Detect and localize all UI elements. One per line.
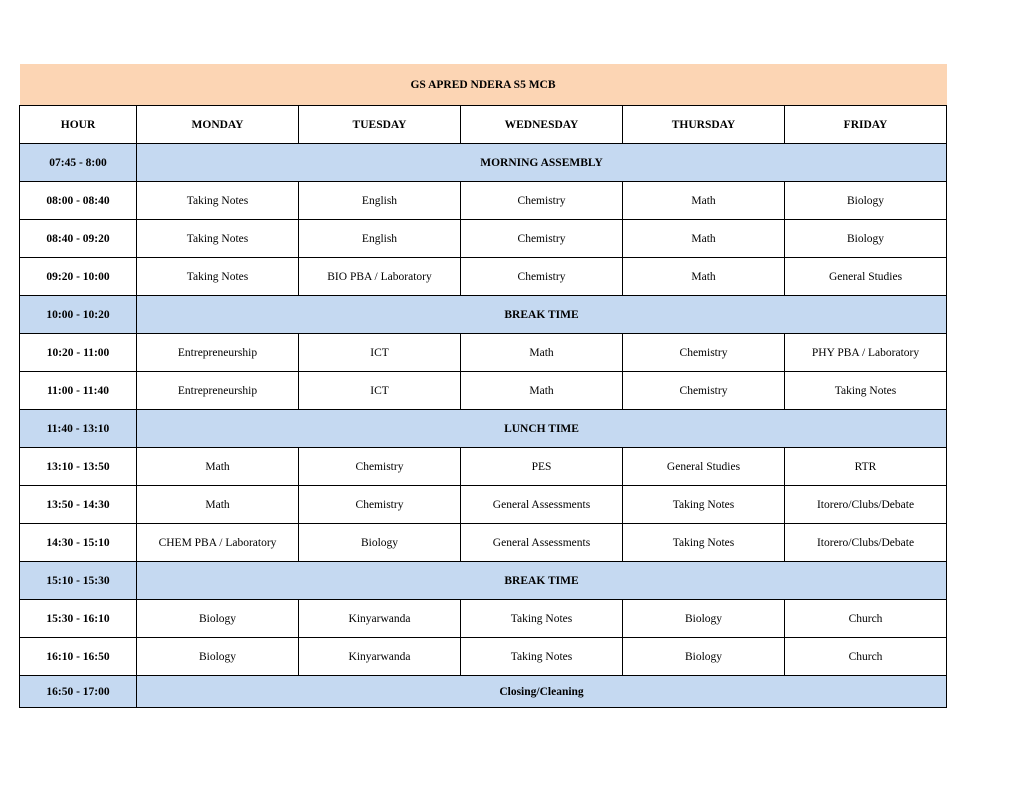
hour-cell: 10:00 - 10:20 (20, 296, 137, 334)
hour-cell: 09:20 - 10:00 (20, 258, 137, 296)
lesson-cell: PES (461, 448, 623, 486)
lesson-cell: Math (623, 258, 785, 296)
column-header-tuesday: TUESDAY (299, 106, 461, 144)
lesson-cell: Chemistry (461, 182, 623, 220)
lesson-cell: Biology (785, 220, 947, 258)
lesson-cell: Chemistry (623, 334, 785, 372)
lesson-row (20, 220, 947, 258)
lesson-cell: Entrepreneurship (137, 334, 299, 372)
timetable-body (20, 144, 947, 708)
band-row (20, 676, 947, 708)
lesson-cell: Chemistry (299, 486, 461, 524)
lesson-row (20, 524, 947, 562)
lesson-row (20, 448, 947, 486)
lesson-cell: Taking Notes (137, 182, 299, 220)
lesson-cell: Math (137, 448, 299, 486)
band-label: Closing/Cleaning (137, 676, 947, 708)
lesson-cell: General Studies (623, 448, 785, 486)
lesson-row (20, 258, 947, 296)
lesson-cell: Church (785, 600, 947, 638)
lesson-cell: PHY PBA / Laboratory (785, 334, 947, 372)
column-header-friday: FRIDAY (785, 106, 947, 144)
lesson-cell: Itorero/Clubs/Debate (785, 524, 947, 562)
hour-cell: 14:30 - 15:10 (20, 524, 137, 562)
column-header-wednesday: WEDNESDAY (461, 106, 623, 144)
lesson-cell: Kinyarwanda (299, 600, 461, 638)
hour-cell: 11:00 - 11:40 (20, 372, 137, 410)
band-label: BREAK TIME (137, 562, 947, 600)
hour-cell: 16:50 - 17:00 (20, 676, 137, 708)
lesson-cell: ICT (299, 372, 461, 410)
lesson-cell: CHEM PBA / Laboratory (137, 524, 299, 562)
band-row (20, 296, 947, 334)
lesson-cell: Kinyarwanda (299, 638, 461, 676)
lesson-cell: Math (461, 334, 623, 372)
lesson-cell: Biology (623, 600, 785, 638)
band-label: MORNING ASSEMBLY (137, 144, 947, 182)
lesson-cell: Math (623, 220, 785, 258)
band-label: BREAK TIME (137, 296, 947, 334)
lesson-cell: English (299, 220, 461, 258)
lesson-row (20, 486, 947, 524)
lesson-cell: ICT (299, 334, 461, 372)
lesson-cell: Taking Notes (137, 258, 299, 296)
hour-cell: 15:30 - 16:10 (20, 600, 137, 638)
lesson-cell: Biology (137, 600, 299, 638)
band-row (20, 562, 947, 600)
hour-cell: 13:10 - 13:50 (20, 448, 137, 486)
hour-cell: 16:10 - 16:50 (20, 638, 137, 676)
column-header-monday: MONDAY (137, 106, 299, 144)
hour-cell: 08:00 - 08:40 (20, 182, 137, 220)
title-row (20, 64, 947, 106)
hour-cell: 07:45 - 8:00 (20, 144, 137, 182)
lesson-cell: BIO PBA / Laboratory (299, 258, 461, 296)
hour-cell: 10:20 - 11:00 (20, 334, 137, 372)
lesson-cell: Entrepreneurship (137, 372, 299, 410)
lesson-cell: Biology (623, 638, 785, 676)
hour-cell: 13:50 - 14:30 (20, 486, 137, 524)
lesson-row (20, 372, 947, 410)
lesson-cell: Taking Notes (461, 638, 623, 676)
lesson-cell: Biology (137, 638, 299, 676)
timetable-title: GS APRED NDERA S5 MCB (20, 64, 947, 106)
hour-cell: 15:10 - 15:30 (20, 562, 137, 600)
lesson-cell: Biology (299, 524, 461, 562)
lesson-cell: General Assessments (461, 486, 623, 524)
lesson-row (20, 334, 947, 372)
column-header-thursday: THURSDAY (623, 106, 785, 144)
lesson-cell: Taking Notes (785, 372, 947, 410)
lesson-cell: General Studies (785, 258, 947, 296)
column-header-hour: HOUR (20, 106, 137, 144)
lesson-row (20, 600, 947, 638)
lesson-cell: Taking Notes (461, 600, 623, 638)
lesson-cell: RTR (785, 448, 947, 486)
lesson-cell: Biology (785, 182, 947, 220)
band-label: LUNCH TIME (137, 410, 947, 448)
lesson-cell: Itorero/Clubs/Debate (785, 486, 947, 524)
lesson-cell: Chemistry (299, 448, 461, 486)
lesson-cell: Chemistry (461, 220, 623, 258)
lesson-cell: Chemistry (461, 258, 623, 296)
lesson-cell: Taking Notes (623, 486, 785, 524)
lesson-cell: Math (461, 372, 623, 410)
lesson-cell: Taking Notes (623, 524, 785, 562)
lesson-cell: Church (785, 638, 947, 676)
hour-cell: 11:40 - 13:10 (20, 410, 137, 448)
timetable (19, 64, 947, 708)
lesson-cell: Math (137, 486, 299, 524)
band-row (20, 144, 947, 182)
header-row (20, 106, 947, 144)
lesson-cell: English (299, 182, 461, 220)
lesson-cell: Taking Notes (137, 220, 299, 258)
hour-cell: 08:40 - 09:20 (20, 220, 137, 258)
band-row (20, 410, 947, 448)
lesson-row (20, 638, 947, 676)
lesson-cell: Math (623, 182, 785, 220)
lesson-cell: Chemistry (623, 372, 785, 410)
lesson-row (20, 182, 947, 220)
lesson-cell: General Assessments (461, 524, 623, 562)
